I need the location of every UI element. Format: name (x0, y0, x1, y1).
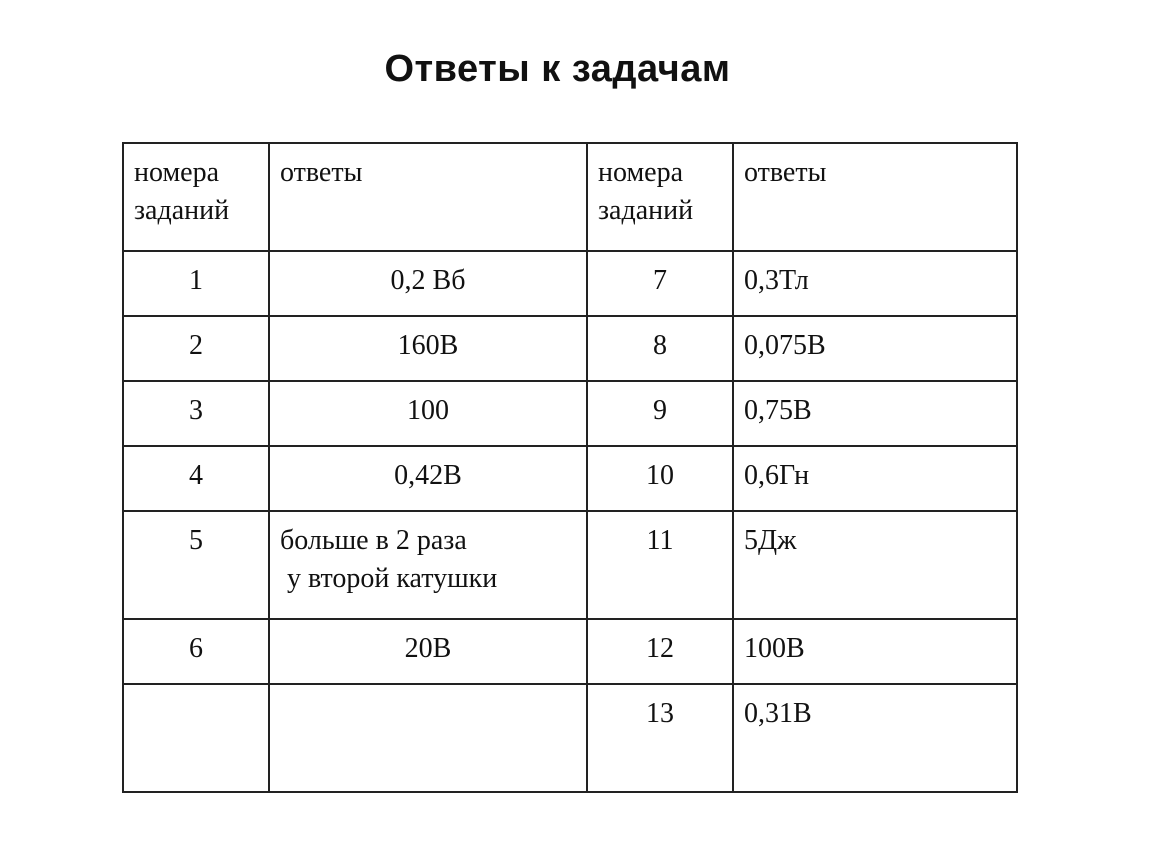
task-number: 5 (123, 511, 269, 619)
header-answers: ответы (269, 143, 587, 251)
table-row (123, 684, 1017, 792)
table-row (123, 381, 1017, 446)
task-number-2: 11 (587, 511, 733, 619)
task-answer-2: 5Дж (733, 511, 1017, 619)
task-number: 3 (123, 381, 269, 446)
table-row (123, 316, 1017, 381)
task-answer: 160В (269, 316, 587, 381)
task-answer: 0,2 Вб (269, 251, 587, 316)
task-number: 1 (123, 251, 269, 316)
task-number: 6 (123, 619, 269, 684)
task-answer-2: 0,3Тл (733, 251, 1017, 316)
task-answer-2: 0,075В (733, 316, 1017, 381)
task-number-2: 10 (587, 446, 733, 511)
table-row (123, 511, 1017, 619)
task-answer: 0,42В (269, 446, 587, 511)
task-answer-2: 0,6Гн (733, 446, 1017, 511)
table-row (123, 251, 1017, 316)
header-answers-2: ответы (733, 143, 1017, 251)
page-title: Ответы к задачам (384, 48, 731, 90)
header-task-numbers-2: номера заданий (587, 143, 733, 251)
task-number-2: 7 (587, 251, 733, 316)
task-answer-2: 0,31В (733, 684, 1017, 792)
task-number-2: 13 (587, 684, 733, 792)
task-number (123, 684, 269, 792)
task-number-2: 9 (587, 381, 733, 446)
task-answer-2: 100В (733, 619, 1017, 684)
task-answer: больше в 2 раза у второй катушки (269, 511, 587, 619)
table-row (123, 619, 1017, 684)
table-header-row (123, 143, 1017, 251)
table-row (123, 446, 1017, 511)
task-number: 4 (123, 446, 269, 511)
task-number: 2 (123, 316, 269, 381)
task-answer: 100 (269, 381, 587, 446)
task-answer-2: 0,75В (733, 381, 1017, 446)
task-answer: 20В (269, 619, 587, 684)
header-task-numbers: номера заданий (123, 143, 269, 251)
task-answer (269, 684, 587, 792)
task-number-2: 12 (587, 619, 733, 684)
task-number-2: 8 (587, 316, 733, 381)
answers-table (122, 142, 1018, 793)
